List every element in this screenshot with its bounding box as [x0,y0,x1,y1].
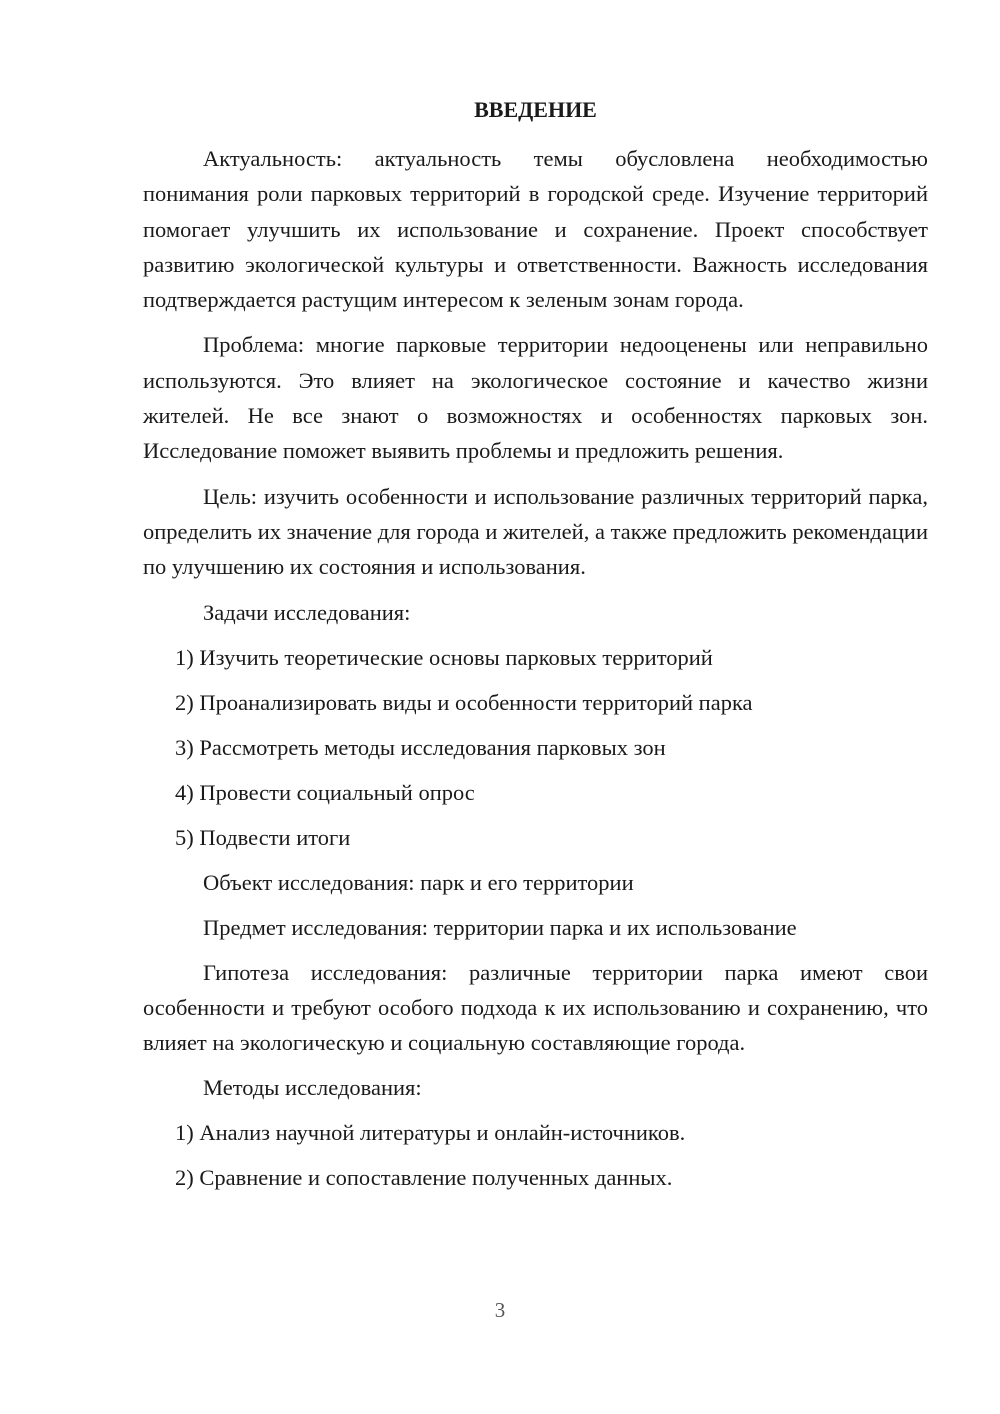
list-item: 1) Анализ научной литературы и онлайн-источников. [175,1120,686,1146]
problem-paragraph: Проблема: многие парковые территории недооценены или неправильно используются. Это влияет на экологическое состояние и качество жизни жителей. Не все знают о возможностях и особенностях парковых зон. Исследование поможет выявить проблемы и предложить решения. [143,332,928,464]
list-item: 2) Сравнение и сопоставление полученных данных. [175,1165,673,1191]
page-number: 3 [494,1298,506,1322]
object-line: Объект исследования: парк и его территории [203,869,634,895]
list-item: 1) Изучить теоретические основы парковых территорий [175,644,713,670]
section-title: ВВЕДЕНИЕ [474,97,597,122]
document-page [143,93,928,1205]
list-item: 5) Подвести итоги [175,824,351,850]
list-item: 3) Рассмотреть методы исследования парковых зон [175,734,666,760]
goal-paragraph: Цель: изучить особенности и использование различных территорий парка, определить их значение для города и жителей, а также предложить рекомендации по улучшению их состояния и использования. [143,483,928,580]
methods-list [143,1115,928,1195]
list-item: 2) Проанализировать виды и особенности территорий парка [175,689,753,715]
list-item: 4) Провести социальный опрос [175,779,475,805]
relevance-paragraph: Актуальность: актуальность темы обусловлена необходимостью понимания роли парковых территорий в городской среде. Изучение территорий помогает улучшить их использование и сохранение. Проект способствует развитию экологической культуры и ответственности. Важность исследования подтверждается растущим интересом к зеленым зонам города. [143,146,928,313]
tasks-heading: Задачи исследования: [203,599,411,625]
tasks-list [143,640,928,855]
hypothesis-paragraph: Гипотеза исследования: различные территории парка имеют свои особенности и требуют особого подхода к их использованию и сохранению, что влияет на экологическую и социальную составляющие города. [143,959,928,1056]
subject-line: Предмет исследования: территории парка и их использование [203,914,797,940]
methods-heading: Методы исследования: [203,1075,422,1101]
